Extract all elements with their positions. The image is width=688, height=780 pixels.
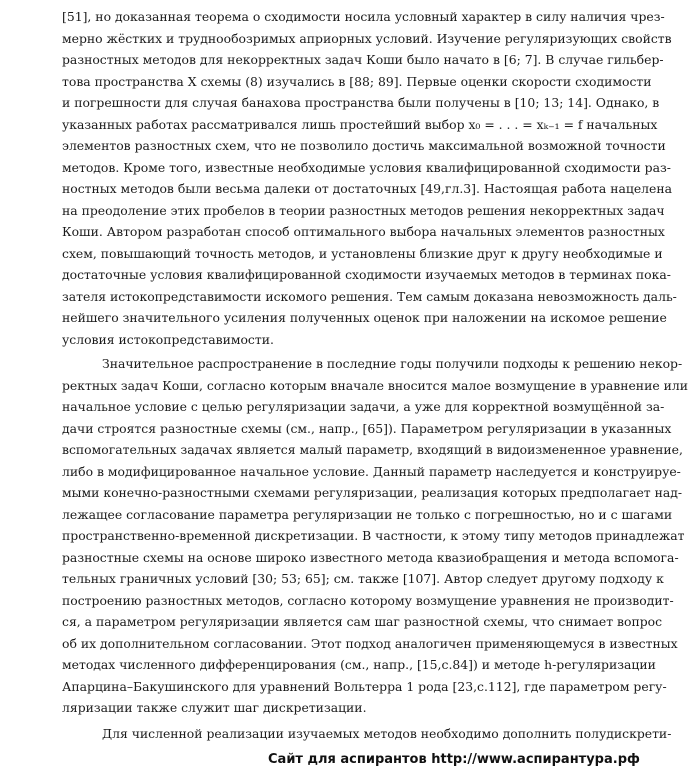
text-line: тельных граничных условий [30; 53; 65]; см. также [107]. Автор следует другому подходу к xyxy=(62,571,664,586)
text-line: ректных задач Коши, согласно которым вначале вносится малое возмущение в уравнение или xyxy=(62,377,688,393)
text-line: об их дополнительном согласовании. Этот подход аналогичен применяющемуся в известных xyxy=(62,635,678,651)
text-line: и погрешности для случая банахова пространства были получены в [10; 13; 14]. Однако, в xyxy=(62,95,660,110)
text-line: ностных методов были весьма далеки от достаточных [49,гл.3]. Настоящая работа нацелена xyxy=(62,181,673,196)
text-line: [51], но доказанная теорема о сходимости носила условный характер в силу наличия чрез- xyxy=(62,9,665,24)
text-line: Апарцина–Бакушинского для уравнений Вольтерра 1 рода [23,с.112], где параметром регу- xyxy=(62,678,667,694)
site-watermark: Сайт для аспирантов http://www.аспирантура.рф xyxy=(268,752,640,767)
text-line: методах численного дифференцирования (см., напр., [15,с.84]) и методе h-регуляризации xyxy=(62,657,656,672)
text-line: на преодоление этих пробелов в теории разностных методов решения некорректных задач xyxy=(62,202,665,218)
text-line: условия истокопредставимости. xyxy=(62,331,274,347)
text-line: дачи строятся разностные схемы (см., напр., [65]). Параметром регуляризации в указанных xyxy=(62,420,672,436)
text-line: ся, а параметром регуляризации является сам шаг разностной схемы, что снимает вопрос xyxy=(62,614,663,629)
text-line: мерно жёстких и труднообозримых априорных условий. Изучение регуляризующих свойств xyxy=(62,30,672,46)
text-line: Значительное распространение в последние годы получили подходы к решению некор- xyxy=(102,356,683,371)
text-line: пространственно-временной дискретизации. В частности, к этому типу методов принадлежат xyxy=(62,528,685,543)
text-line: това пространства X схемы (8) изучались в [88; 89]. Первые оценки скорости сходимости xyxy=(62,73,652,89)
text-line: разностных методов для некорректных задач Коши было начато в [6; 7]. В случае гильбер- xyxy=(62,52,664,67)
text-line: вспомогательных задачах является малый параметр, входящий в видоизмененное уравнение, xyxy=(62,442,683,457)
text-line: ляризации также служит шаг дискретизации. xyxy=(62,700,367,715)
text-line: лежащее согласование параметра регуляризации не только с погрешностью, но и с шагами xyxy=(62,506,673,522)
text-line: элементов разностных схем, что не позволило достичь максимальной возможной точности xyxy=(62,138,666,153)
text-line: схем, повышающий точность методов, и установлены близкие друг к другу необходимые и xyxy=(62,245,663,261)
text-line: Для численной реализации изучаемых методов необходимо дополнить полудискрети- xyxy=(102,726,672,741)
text-line: мыми конечно-разностными схемами регуляризации, реализация которых предполагает над- xyxy=(62,485,683,500)
text-line: разностные схемы на основе широко известного метода квазиобращения и метода вспомога- xyxy=(62,549,679,565)
text-line: начальное условие с целью регуляризации задачи, а уже для корректной возмущённой за- xyxy=(62,399,665,414)
text-line: нейшего значительного усиления полученных оценок при наложении на искомое решение xyxy=(62,310,667,325)
text-line: указанных работах рассматривался лишь простейший выбор x₀ = . . . = xₖ₋₁ = f начальных xyxy=(62,116,658,132)
text-line: методов. Кроме того, известные необходимые условия квалифицированной сходимости раз- xyxy=(62,159,671,175)
text-line: зателя истокопредставимости искомого решения. Тем самым доказана невозможность даль- xyxy=(62,288,677,304)
text-line: достаточные условия квалифицированной сходимости изучаемых методов в терминах пока- xyxy=(62,267,671,282)
text-line: построению разностных методов, согласно которому возмущение уравнения не производит- xyxy=(62,592,674,608)
text-line: либо в модифицированное начальное условие. Данный параметр наследуется и конструируе- xyxy=(62,463,681,479)
text-line: Коши. Автором разработан способ оптимального выбора начальных элементов разностных xyxy=(62,224,665,239)
